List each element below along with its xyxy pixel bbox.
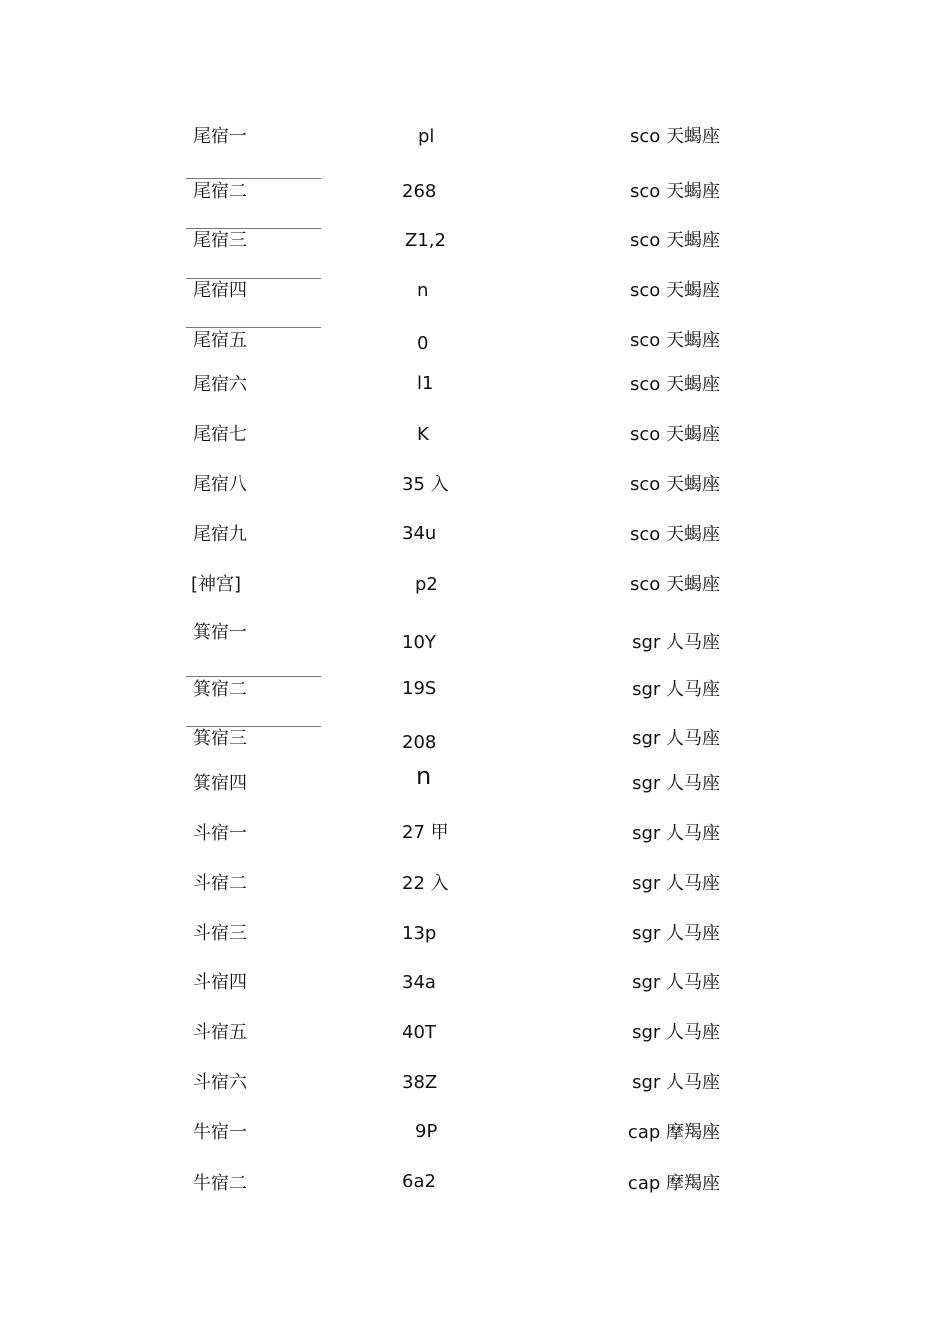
star-designation: pl	[418, 126, 435, 147]
constellation-name: sco 天蝎座	[629, 330, 720, 351]
star-designation: 34u	[402, 523, 437, 544]
constellation-name: sco 天蝎座	[629, 474, 720, 495]
star-designation: 268	[402, 181, 437, 202]
constellation-name: cap 摩羯座	[627, 1122, 720, 1143]
table-row	[0, 727, 950, 757]
star-designation: 19S	[402, 678, 437, 699]
constellation-name: sco 天蝎座	[629, 181, 720, 202]
table-row	[0, 473, 950, 503]
star-designation: n	[416, 762, 432, 790]
mansion-name: 箕宿三	[193, 728, 247, 749]
constellation-name: sgr 人马座	[632, 823, 720, 844]
star-designation: 40T	[402, 1022, 436, 1043]
constellation-name: sco 天蝎座	[629, 230, 720, 251]
mansion-name: 尾宿二	[193, 181, 247, 202]
star-designation: 10Y	[402, 632, 436, 653]
mansion-name: 尾宿一	[193, 126, 247, 147]
mansion-name: 箕宿二	[193, 679, 247, 700]
star-designation: 34a	[402, 972, 436, 993]
table-row	[0, 1121, 950, 1151]
star-designation: 0	[417, 333, 429, 354]
star-designation: 6a2	[402, 1171, 436, 1192]
mansion-name: 斗宿四	[193, 972, 247, 993]
mansion-name: 尾宿三	[193, 230, 247, 251]
mansion-name: 尾宿五	[193, 330, 247, 351]
constellation-name: sgr 人马座	[632, 773, 720, 794]
table-row	[0, 329, 950, 359]
star-designation: 22 入	[402, 873, 449, 894]
table-row	[0, 229, 950, 259]
constellation-name: sco 天蝎座	[629, 524, 720, 545]
table-row	[0, 621, 950, 651]
table-row	[0, 523, 950, 553]
constellation-name: sco 天蝎座	[629, 374, 720, 395]
row-divider	[186, 327, 321, 328]
table-row	[0, 1172, 950, 1202]
constellation-name: sco 天蝎座	[629, 574, 720, 595]
mansion-name: 箕宿一	[193, 622, 247, 643]
table-row	[0, 922, 950, 952]
star-designation: 38Z	[402, 1072, 438, 1093]
star-designation: 35 入	[402, 474, 449, 495]
star-designation: n	[417, 280, 429, 301]
table-row	[0, 822, 950, 852]
star-designation: 27 甲	[402, 822, 449, 843]
constellation-name: sco 天蝎座	[629, 424, 720, 445]
star-designation: K	[417, 424, 429, 445]
table-row	[0, 573, 950, 603]
star-designation: 9P	[415, 1121, 438, 1142]
constellation-name: sgr 人马座	[632, 972, 720, 993]
constellation-name: sgr 人马座	[632, 632, 720, 653]
star-designation: 208	[402, 732, 437, 753]
constellation-name: sco 天蝎座	[629, 126, 720, 147]
constellation-name: sco 天蝎座	[629, 280, 720, 301]
row-divider	[186, 178, 321, 179]
mansion-name: 斗宿五	[193, 1022, 247, 1043]
constellation-name: sgr 人马座	[632, 679, 720, 700]
table-row	[0, 279, 950, 309]
star-designation: Z1,2	[405, 230, 446, 251]
mansion-name: 箕宿四	[193, 773, 247, 794]
table-row	[0, 1071, 950, 1101]
table-row	[0, 678, 950, 708]
constellation-name: cap 摩羯座	[627, 1173, 720, 1194]
mansion-name: 斗宿一	[193, 823, 247, 844]
mansion-name: 尾宿八	[193, 474, 247, 495]
table-row	[0, 1021, 950, 1051]
table-row	[0, 180, 950, 210]
mansion-name: 斗宿三	[193, 923, 247, 944]
mansion-name: [神宫]	[191, 574, 242, 595]
mansion-name: 尾宿六	[193, 374, 247, 395]
constellation-name: sgr 人马座	[632, 923, 720, 944]
mansion-name: 牛宿二	[193, 1173, 247, 1194]
row-divider	[186, 676, 321, 677]
mansion-name: 斗宿六	[193, 1072, 247, 1093]
constellation-name: sgr 人马座	[632, 1072, 720, 1093]
star-designation: p2	[415, 574, 438, 595]
table-row	[0, 373, 950, 403]
mansion-name: 尾宿四	[193, 280, 247, 301]
constellation-name: sgr 人马座	[632, 728, 720, 749]
table-row	[0, 423, 950, 453]
table-row	[0, 872, 950, 902]
table-row	[0, 762, 950, 802]
mansion-name: 尾宿七	[193, 424, 247, 445]
constellation-name: sgr 人马座	[632, 873, 720, 894]
mansion-name: 尾宿九	[193, 524, 247, 545]
mansion-name: 牛宿一	[193, 1122, 247, 1143]
table-row	[0, 971, 950, 1001]
mansion-name: 斗宿二	[193, 873, 247, 894]
star-designation: 13p	[402, 923, 437, 944]
table-row	[0, 125, 950, 155]
star-designation: l1	[417, 373, 434, 394]
constellation-name: sgr 人马座	[632, 1022, 720, 1043]
